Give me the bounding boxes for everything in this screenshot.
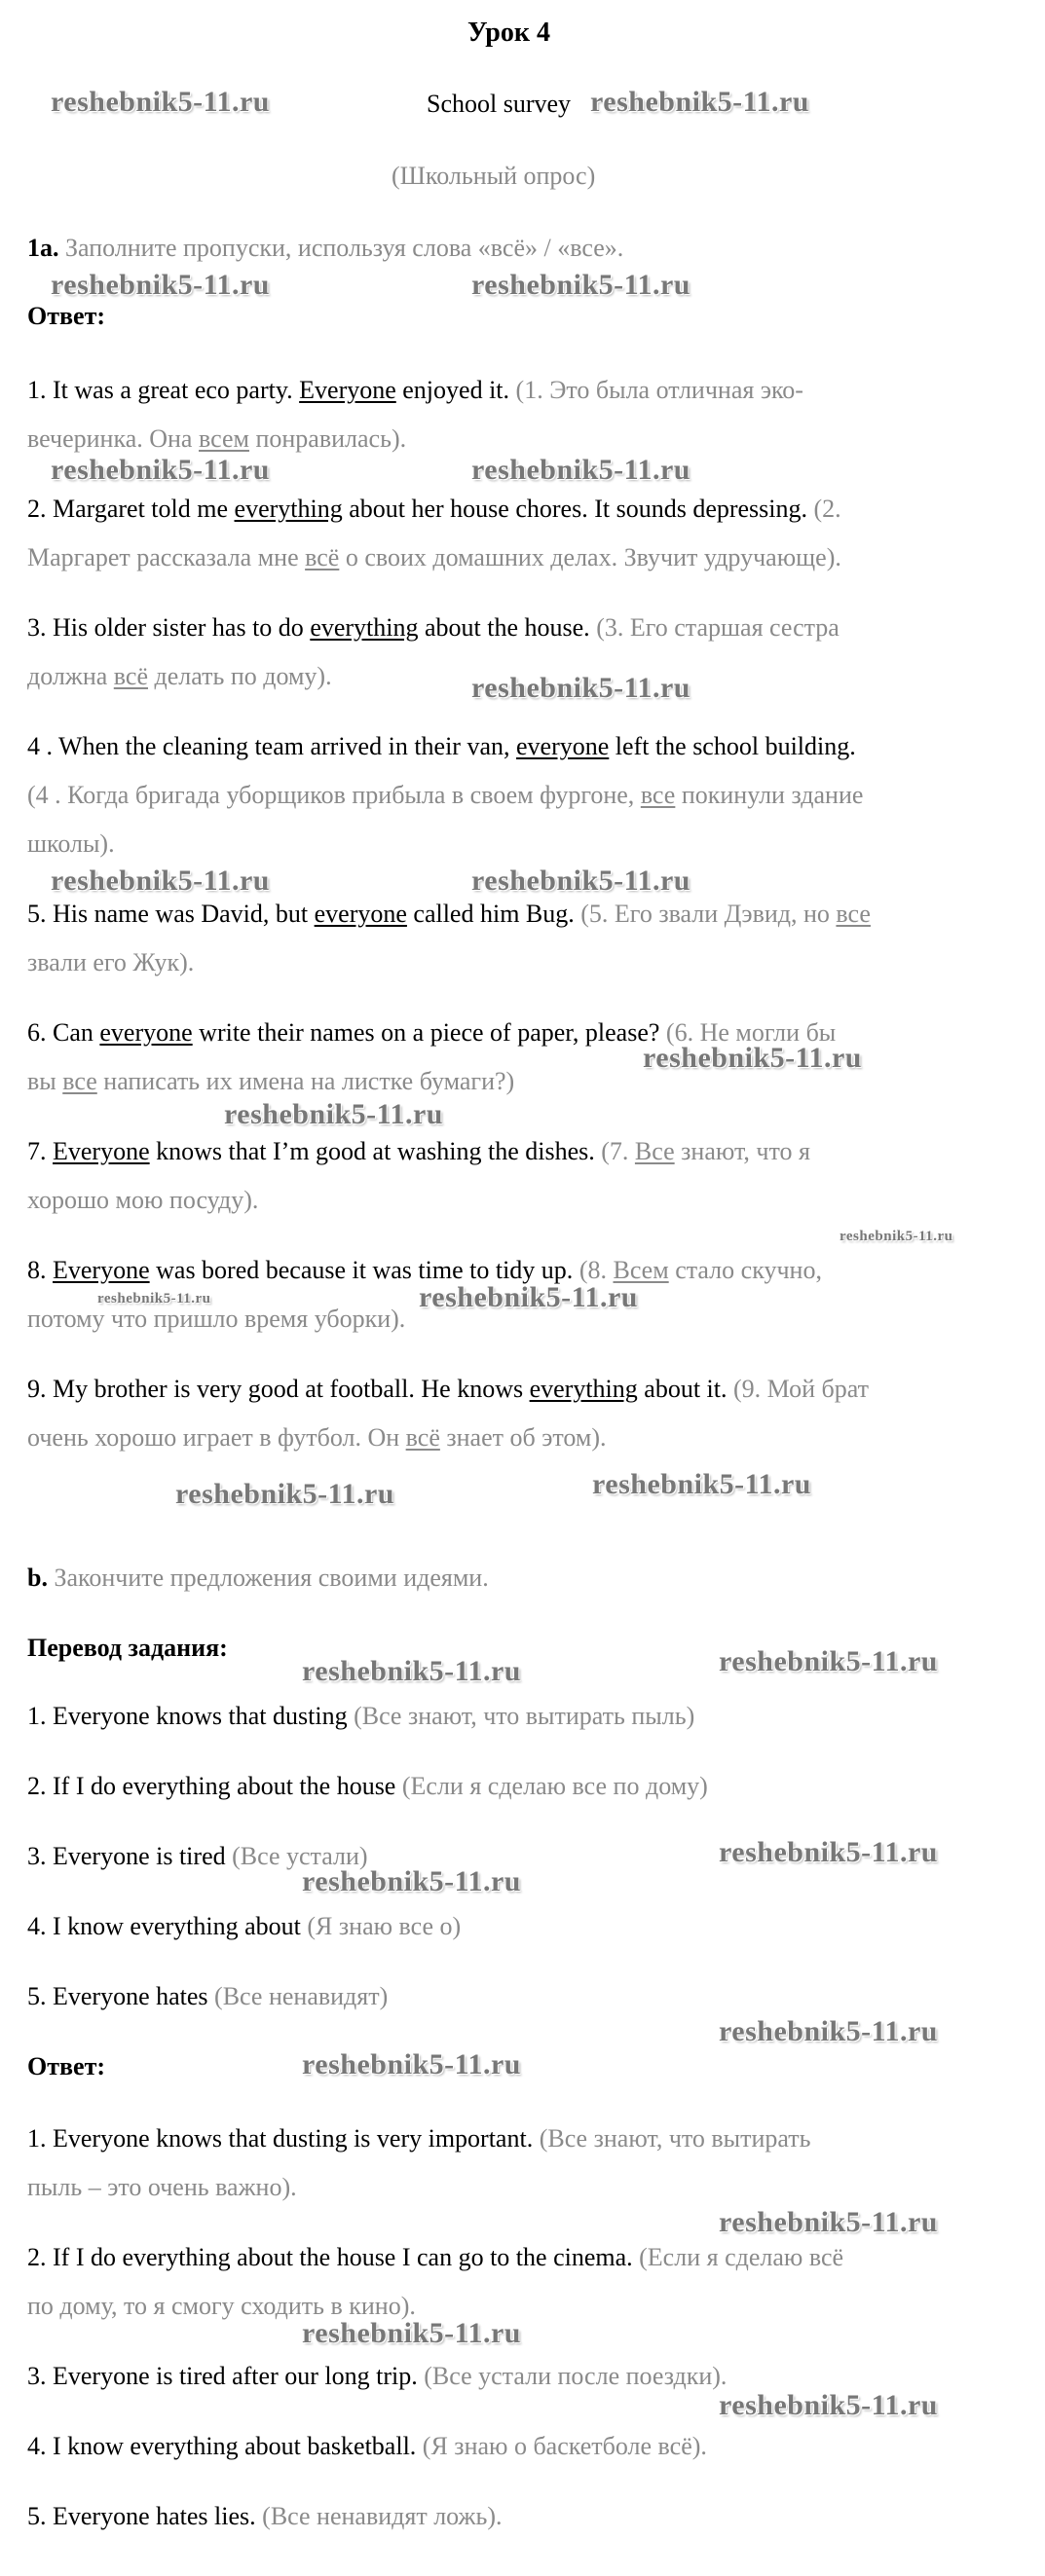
watermark: reshebnik5-11.ru <box>302 1655 521 1687</box>
list-item-translation: (4 . Когда бригада уборщиков прибыла в своем фургоне, все покинули здание <box>27 781 864 809</box>
list-item: 2. If I do everything about the house (Если я сделаю все по дому) <box>27 1772 708 1800</box>
watermark: reshebnik5-11.ru <box>51 454 270 486</box>
list-item-translation: пыль – это очень важно). <box>27 2173 297 2201</box>
watermark: reshebnik5-11.ru <box>471 454 690 486</box>
list-item: 9. My brother is very good at football. He knows everything about it. (9. Мой брат <box>27 1375 870 1403</box>
watermark: reshebnik5-11.ru <box>302 2048 521 2080</box>
watermark: reshebnik5-11.ru <box>719 2389 938 2421</box>
watermark: reshebnik5-11.ru <box>719 1645 938 1677</box>
list-item: 7. Everyone knows that I’m good at washing the dishes. (7. Все знают, что я <box>27 1137 810 1165</box>
watermark: reshebnik5-11.ru <box>419 1281 638 1313</box>
list-item-translation: должна всё делать по дому). <box>27 662 332 690</box>
watermark: reshebnik5-11.ru <box>51 86 270 118</box>
list-item: 3. His older sister has to do everything about the house. (3. Его старшая сестра <box>27 613 840 642</box>
watermark: reshebnik5-11.ru <box>592 1468 811 1500</box>
list-item: 1. It was a great eco party. Everyone enjoyed it. (1. Это была отличная эко- <box>27 376 803 404</box>
list-item-translation: потому что пришло время уборки). <box>27 1305 406 1333</box>
list-item-translation: по дому, то я смогу сходить в кино). <box>27 2292 416 2320</box>
list-item: 4 . When the cleaning team arrived in their van, everyone left the school building. <box>27 732 856 760</box>
list-item: 4. I know everything about (Я знаю все о) <box>27 1912 462 1940</box>
watermark: reshebnik5-11.ru <box>51 269 270 301</box>
list-item-translation: вечеринка. Она всем понравилась). <box>27 424 407 453</box>
watermark: reshebnik5-11.ru <box>302 1865 521 1897</box>
list-item: 2. Margaret told me everything about her house chores. It sounds depressing. (2. <box>27 495 841 523</box>
task-1a-instruction <box>27 232 623 265</box>
answer-label: Ответ: <box>27 2052 106 2080</box>
list-item-translation: звали его Жук). <box>27 948 195 976</box>
watermark: reshebnik5-11.ru <box>643 1042 862 1074</box>
list-item: 4. I know everything about basketball. (Я знаю о баскетболе всё). <box>27 2432 707 2460</box>
task-b-instruction <box>27 1562 489 1595</box>
task-number: 1a. <box>27 234 59 262</box>
list-item-translation: Маргарет рассказала мне всё о своих домашних делах. Звучит удручающе). <box>27 543 841 571</box>
list-item: 2. If I do everything about the house I can go to the cinema. (Если я сделаю всё <box>27 2243 844 2271</box>
list-item: 8. Everyone was bored because it was time to tidy up. (8. Всем стало скучно, <box>27 1256 822 1284</box>
watermark: reshebnik5-11.ru <box>51 865 270 897</box>
watermark: reshebnik5-11.ru <box>471 865 690 897</box>
watermark: reshebnik5-11.ru <box>302 2317 521 2349</box>
watermark: reshebnik5-11.ru <box>719 2206 938 2238</box>
task-number: b. <box>27 1564 48 1592</box>
list-item-translation: вы все написать их имена на листке бумаги?) <box>27 1067 515 1095</box>
list-item: 5. Everyone hates lies. (Все ненавидят ложь). <box>27 2502 503 2530</box>
lesson-title: Урок 4 <box>467 18 550 48</box>
list-item: 6. Can everyone write their names on a piece of paper, please? (6. Не могли бы <box>27 1018 837 1047</box>
watermark: reshebnik5-11.ru <box>97 1291 211 1306</box>
topic-translation: (Школьный опрос) <box>392 162 596 190</box>
watermark: reshebnik5-11.ru <box>471 672 690 704</box>
watermark: reshebnik5-11.ru <box>719 2015 938 2047</box>
list-item: 5. Everyone hates (Все ненавидят) <box>27 1982 389 2010</box>
list-item-translation: хорошо мою посуду). <box>27 1186 259 1214</box>
watermark: reshebnik5-11.ru <box>719 1836 938 1868</box>
list-item: 3. Everyone is tired after our long trip. (Все устали после поездки). <box>27 2362 728 2390</box>
list-item: 5. His name was David, but everyone called him Bug. (5. Его звали Дэвид, но все <box>27 900 871 928</box>
translation-label: Перевод задания: <box>27 1634 228 1662</box>
list-item: 1. Everyone knows that dusting is very important. (Все знают, что вытирать <box>27 2124 811 2153</box>
list-item: 1. Everyone knows that dusting (Все знают, что вытирать пыль) <box>27 1702 695 1730</box>
topic-title: School survey <box>427 90 572 118</box>
watermark: reshebnik5-11.ru <box>224 1098 443 1130</box>
instruction-text: Закончите предложения своими идеями. <box>54 1564 489 1592</box>
list-item-translation: очень хорошо играет в футбол. Он всё знает об этом). <box>27 1423 607 1452</box>
instruction-text: Заполните пропуски, используя слова «всё» / «все». <box>65 234 624 262</box>
answer-label: Ответ: <box>27 302 106 330</box>
watermark: reshebnik5-11.ru <box>471 269 690 301</box>
list-item-translation: школы). <box>27 829 115 858</box>
watermark: reshebnik5-11.ru <box>840 1229 953 1244</box>
watermark: reshebnik5-11.ru <box>175 1478 394 1510</box>
list-item: 3. Everyone is tired (Все устали) <box>27 1842 368 1870</box>
watermark: reshebnik5-11.ru <box>590 86 809 118</box>
